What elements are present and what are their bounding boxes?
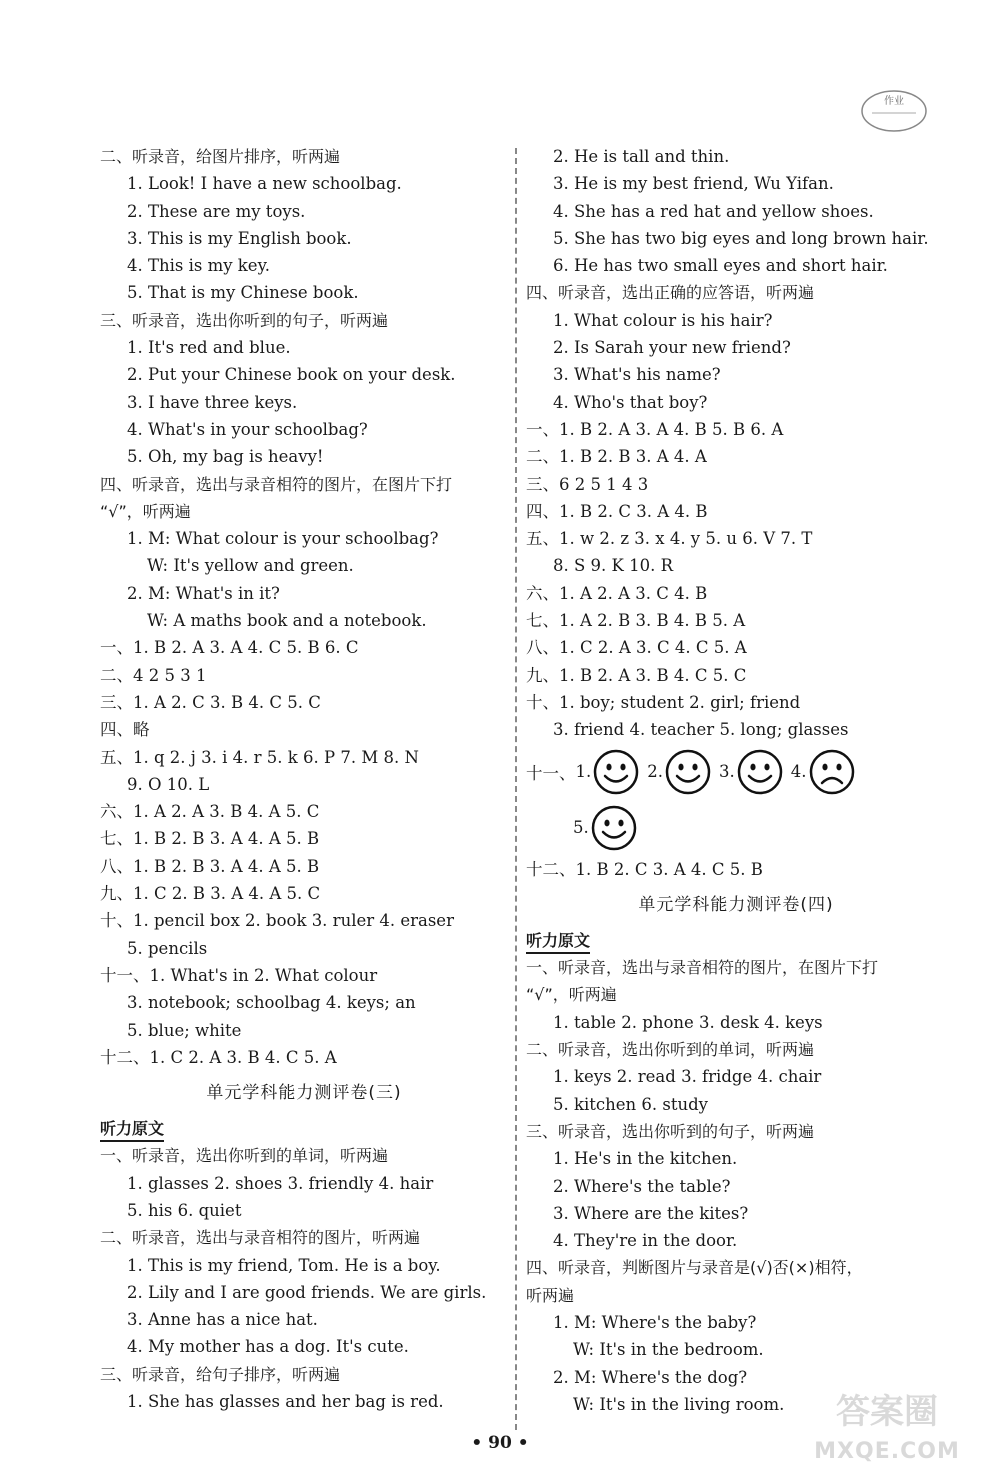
text-line: 一、1. B 2. A 3. A 4. C 5. B 6. C xyxy=(100,638,359,658)
text-line: 三、6 2 5 1 4 3 xyxy=(526,474,649,494)
text-line: 4. They're in the door. xyxy=(553,1231,738,1251)
text-line: 5. blue; white xyxy=(127,1020,242,1040)
text-line: 4. What's in your schoolbag? xyxy=(127,419,368,439)
text-line: 2. He is tall and thin. xyxy=(553,147,730,166)
text-line: 8. S 9. K 10. R xyxy=(553,556,674,576)
smiley-face-icon xyxy=(737,749,783,795)
text-line: 四、略 xyxy=(100,720,150,740)
question-heading: 三、听录音，选出你听到的句子，听两遍 xyxy=(100,310,389,330)
text-line: 八、1. C 2. A 3. C 4. C 5. A xyxy=(526,638,747,658)
answer-number: 4. xyxy=(790,762,807,782)
text-line: 3. He is my best friend, Wu Yifan. xyxy=(553,174,834,194)
text-line: 4. Who's that boy? xyxy=(553,392,708,412)
text-line: 1. keys 2. read 3. fridge 4. chair xyxy=(553,1067,822,1087)
text-line: 3. Where are the kites? xyxy=(553,1203,749,1223)
text-line: 9. O 10. L xyxy=(127,774,210,794)
text-line: W: It's in the living room. xyxy=(573,1394,785,1414)
text-line: 1. table 2. phone 3. desk 4. keys xyxy=(553,1012,823,1032)
text-line: 3. friend 4. teacher 5. long; glasses xyxy=(553,720,849,740)
text-line: 5. Oh, my bag is heavy! xyxy=(127,447,324,467)
subsection-heading: 听力原文 xyxy=(100,1118,164,1142)
answer-number: 3. xyxy=(719,762,735,782)
text-line: 4. She has a red hat and yellow shoes. xyxy=(553,201,874,221)
text-line: 十、1. pencil box 2. book 3. ruler 4. eraser xyxy=(100,911,454,931)
text-line: 1. Look! I have a new schoolbag. xyxy=(127,174,402,194)
text-line: 6. He has two small eyes and short hair. xyxy=(553,256,888,276)
text-line: 一、1. B 2. A 3. A 4. B 5. B 6. A xyxy=(526,419,784,439)
text-line: 5. She has two big eyes and long brown hair. xyxy=(553,228,929,248)
text-line: 5. his 6. quiet xyxy=(127,1200,242,1220)
answer-number: 5. xyxy=(573,818,589,838)
text-line: 九、1. C 2. B 3. A 4. A 5. C xyxy=(100,884,321,904)
question-label: 十一、 xyxy=(526,763,576,783)
smiley-face-icon xyxy=(591,805,637,851)
text-line: 3. notebook; schoolbag 4. keys; an xyxy=(127,993,416,1013)
text-line: 2. Where's the table? xyxy=(553,1176,731,1196)
watermark xyxy=(812,1392,962,1464)
text-line: 4. This is my key. xyxy=(127,256,270,276)
column-divider xyxy=(515,148,517,1430)
text-line: 2. Lily and I are good friends. We are girls. xyxy=(127,1282,487,1302)
text-line: 十二、1. B 2. C 3. A 4. C 5. B xyxy=(526,859,763,879)
question-heading: 一、听录音，选出与录音相符的图片，在图片下打 xyxy=(526,958,879,978)
question-heading: 二、听录音，选出你听到的单词，听两遍 xyxy=(526,1040,815,1060)
smiley-face-icon xyxy=(593,749,639,795)
text-line: 二、4 2 5 3 1 xyxy=(100,665,207,685)
text-line: 二、1. B 2. B 3. A 4. A xyxy=(526,447,707,467)
text-line: 六、1. A 2. A 3. C 4. B xyxy=(526,583,708,603)
text-line: 四、1. B 2. C 3. A 4. B xyxy=(526,501,708,521)
text-line: 五、1. q 2. j 3. i 4. r 5. k 6. P 7. M 8. N xyxy=(100,747,419,767)
face-answer xyxy=(791,749,855,795)
text-line: 十一、1. What's in 2. What colour xyxy=(100,965,378,985)
face-answer-row xyxy=(526,744,946,800)
text-line: 5. That is my Chinese book. xyxy=(127,283,359,303)
question-heading: “√”，听两遍 xyxy=(526,985,617,1005)
question-heading: 四、听录音，选出与录音相符的图片，在图片下打 xyxy=(100,474,453,494)
text-line: 八、1. B 2. B 3. A 4. A 5. B xyxy=(100,856,320,876)
text-line: 5. pencils xyxy=(127,938,208,958)
face-answer xyxy=(573,805,637,851)
question-heading: 四、听录音，判断图片与录音是(√)否(×)相符， xyxy=(526,1258,863,1278)
text-line: 1. This is my friend, Tom. He is a boy. xyxy=(127,1255,441,1275)
text-line: 2. M: Where's the dog? xyxy=(553,1367,748,1387)
text-line: 1. She has glasses and her bag is red. xyxy=(127,1392,444,1412)
text-line: 2. These are my toys. xyxy=(127,201,306,221)
text-line: W: It's yellow and green. xyxy=(147,556,354,576)
text-line: 1. glasses 2. shoes 3. friendly 4. hair xyxy=(127,1173,434,1193)
text-line: 十二、1. C 2. A 3. B 4. C 5. A xyxy=(100,1047,337,1067)
section-title: 单元学科能力测评卷(三) xyxy=(206,1083,402,1104)
sad-face-icon xyxy=(809,749,855,795)
text-line: W: A maths book and a notebook. xyxy=(147,611,427,631)
subsection-heading-row xyxy=(100,1115,508,1142)
text-line: 1. He's in the kitchen. xyxy=(553,1149,738,1169)
text-line: 1. M: What colour is your schoolbag? xyxy=(127,529,439,549)
question-heading: 三、听录音，给句子排序，听两遍 xyxy=(100,1364,341,1384)
answer-number: 1. xyxy=(575,762,592,782)
subsection-heading-row xyxy=(526,927,946,954)
corner-stamp-icon xyxy=(858,86,930,136)
answer-number: 2. xyxy=(647,762,663,782)
face-answer xyxy=(647,749,711,795)
text-line: 五、1. w 2. z 3. x 4. y 5. u 6. V 7. T xyxy=(526,529,813,549)
face-answer xyxy=(719,749,783,795)
face-answer xyxy=(576,749,640,795)
text-line: 2. M: What's in it? xyxy=(127,583,280,603)
question-heading: “√”，听两遍 xyxy=(100,501,191,521)
text-line: 4. My mother has a dog. It's cute. xyxy=(127,1337,409,1357)
text-line: 3. This is my English book. xyxy=(127,228,352,248)
text-line: 三、1. A 2. C 3. B 4. C 5. C xyxy=(100,692,321,712)
text-line: 七、1. B 2. B 3. A 4. A 5. B xyxy=(100,829,320,849)
left-column xyxy=(100,143,508,1415)
text-line: 3. Anne has a nice hat. xyxy=(127,1310,318,1330)
section-title: 单元学科能力测评卷(四) xyxy=(638,894,834,915)
subsection-heading: 听力原文 xyxy=(526,930,590,954)
text-line: 九、1. B 2. A 3. B 4. C 5. C xyxy=(526,665,747,685)
text-line: 1. M: Where's the baby? xyxy=(553,1312,757,1332)
text-line: 1. It's red and blue. xyxy=(127,338,291,358)
question-heading: 一、听录音，选出你听到的单词，听两遍 xyxy=(100,1146,389,1166)
face-answer-row xyxy=(526,800,946,856)
text-line: 3. What's his name? xyxy=(553,365,721,385)
text-line: 2. Put your Chinese book on your desk. xyxy=(127,365,456,385)
question-heading: 听两遍 xyxy=(526,1285,575,1305)
stamp-text: 作业 xyxy=(884,96,904,107)
text-line: 十、1. boy; student 2. girl; friend xyxy=(526,692,801,712)
text-line: 1. What colour is his hair? xyxy=(553,310,773,330)
question-heading: 三、听录音，选出你听到的句子，听两遍 xyxy=(526,1121,815,1141)
right-column xyxy=(526,143,946,1418)
watermark-logo: 答案圈 xyxy=(836,1392,938,1432)
text-line: 2. Is Sarah your new friend? xyxy=(553,338,791,358)
text-line: 3. I have three keys. xyxy=(127,392,298,412)
text-line: 七、1. A 2. B 3. B 4. B 5. A xyxy=(526,611,746,631)
smiley-face-icon xyxy=(665,749,711,795)
text-line: 5. kitchen 6. study xyxy=(553,1094,708,1114)
page-number: • 90 • xyxy=(471,1433,529,1453)
text-line: W: It's in the bedroom. xyxy=(573,1340,764,1360)
text-line: 六、1. A 2. A 3. B 4. A 5. C xyxy=(100,802,320,822)
question-heading: 四、听录音，选出正确的应答语，听两遍 xyxy=(526,283,815,303)
watermark-url: MXQE.COM xyxy=(814,1439,960,1464)
question-heading: 二、听录音，给图片排序，听两遍 xyxy=(100,147,341,166)
question-heading: 二、听录音，选出与录音相符的图片，听两遍 xyxy=(100,1228,421,1248)
